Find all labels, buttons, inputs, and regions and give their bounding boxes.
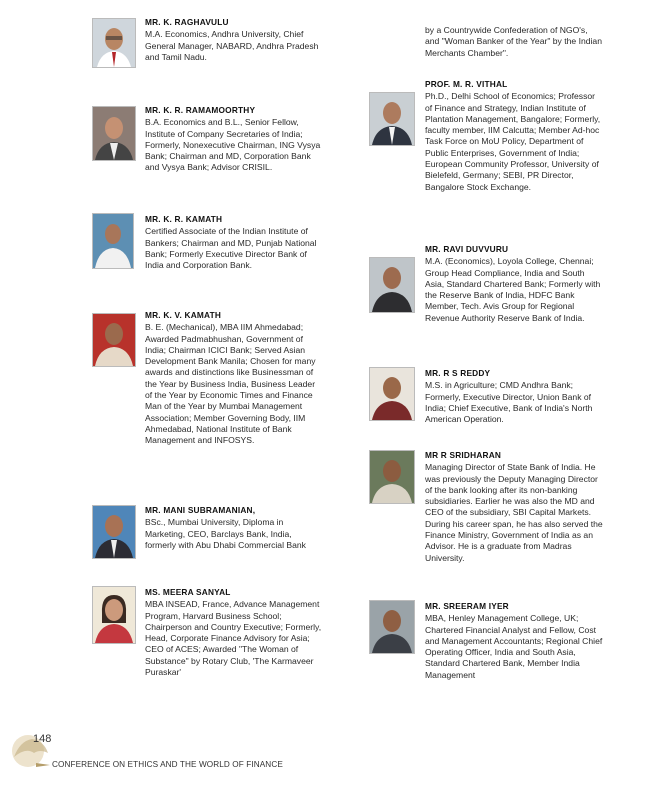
person-description: MBA, Henley Management College, UK; Chartered Financial Analyst and Fellow, Cost and Management Accountants; Regional Chief Operating Officer, India and South Asia, Standard Chartered Bank, Member India Management bbox=[425, 613, 603, 680]
person-name: MR. K. V. KAMATH bbox=[145, 310, 222, 320]
bio-block bbox=[425, 450, 603, 564]
person-description: M.A. (Economics), Loyola College, Chennai; Group Head Compliance, India and South Asia, Standard Chartered Bank; Formerly with the Reserve Bank of India, HDFC Bank Member, Tech. Avis Group for Regional Revenue Authority Reserve Bank of India. bbox=[425, 256, 601, 323]
person-name: MR. SREERAM IYER bbox=[425, 601, 509, 611]
portrait-photo bbox=[92, 213, 134, 269]
portrait-photo bbox=[92, 313, 136, 367]
person-description: M.A. Economics, Andhra University, Chief General Manager, NABARD, Andhra Pradesh and Tamil Nadu. bbox=[145, 29, 319, 62]
portrait-photo bbox=[92, 586, 136, 644]
portrait-photo bbox=[369, 600, 415, 654]
person-description: Certified Associate of the Indian Institute of Bankers; Chairman and MD, Punjab National Bank; Formerly Executive Director Bank of India and Corporation Bank. bbox=[145, 226, 317, 271]
person-name: MR. RAVI DUVVURU bbox=[425, 244, 509, 254]
bio-block bbox=[425, 601, 603, 681]
person-name: MR. K. RAGHAVULU bbox=[145, 17, 229, 27]
person-name: MR. MANI SUBRAMANIAN, bbox=[145, 505, 256, 515]
bio-block bbox=[145, 310, 323, 447]
footer-conference-title: CONFERENCE ON ETHICS AND THE WORLD OF FINANCE bbox=[52, 760, 283, 769]
bio-block bbox=[425, 79, 603, 193]
bio-block bbox=[425, 368, 603, 425]
portrait-photo bbox=[369, 450, 415, 504]
person-name: MR. K. R. KAMATH bbox=[145, 214, 223, 224]
portrait-photo bbox=[369, 367, 415, 421]
person-name: MS. MEERA SANYAL bbox=[145, 587, 231, 597]
bio-continuation bbox=[425, 25, 603, 59]
portrait-photo bbox=[369, 92, 415, 146]
person-description: by a Countrywide Confederation of NGO's, and "Woman Banker of the Year" by the Indian Merchants Chamber". bbox=[425, 25, 602, 58]
portrait-photo bbox=[92, 106, 136, 161]
page-number: 148 bbox=[33, 733, 52, 745]
portrait-photo bbox=[92, 505, 136, 559]
bio-block bbox=[425, 244, 603, 324]
person-name: MR. R S REDDY bbox=[425, 368, 491, 378]
bio-block bbox=[145, 505, 323, 551]
bio-block bbox=[145, 105, 323, 174]
bio-block bbox=[145, 214, 323, 271]
person-description: MBA INSEAD, France, Advance Management Program, Harvard Business School; Chairperson and Country Executive; Formerly, Head, Corporate Finance Advisory for Asia; CEO of ACES; Awarded "The Woman of Substance" by Rotary Club, 'The Karmaveer Puraskar' bbox=[145, 599, 322, 678]
person-description: Managing Director of State Bank of India. He was previously the Deputy Managing Director of the bank looking after its non-banking subsidiaries. Earlier he was also the MD and CEO of the subsidiary, SBI Capital Markets. During his career span, he has also served the Finance Ministry, Government of India as an Advisor. He is a graduate from Madras University. bbox=[425, 462, 603, 563]
person-name: PROF. M. R. VITHAL bbox=[425, 79, 508, 89]
bio-block bbox=[145, 587, 323, 678]
portrait-photo bbox=[369, 257, 415, 313]
person-description: Ph.D., Delhi School of Economics; Professor of Finance and Strategy, Indian Institute of Plantation Management, Bangalore; Formerly, faculty member, IIM Calcutta; Member Ad-hoc Task Force on MoU Policy, Department of Public Enterprises, Government of India; European Community Professor, University of Bielefeld, Germany; SEBI, PR Director, Bangalore Stock Exchange. bbox=[425, 91, 601, 192]
person-name: MR. K. R. RAMAMOORTHY bbox=[145, 105, 256, 115]
person-name: MR R SRIDHARAN bbox=[425, 450, 502, 460]
person-description: B. E. (Mechanical), MBA IIM Ahmedabad; Awarded Padmabhushan, Government of India; Chairman ICICI Bank; Served Asian Development Bank Manila; Chosen for many awards and distinctions like Businessman of the Year by Business India, Business Leader of the Year by Economic Times and Finance Man of the Year by Mumbai Management Association; Member Governing Body, IIM Ahmedabad, National Institute of Bank Management and INFOSYS. bbox=[145, 322, 316, 446]
person-description: BSc., Mumbai University, Diploma in Marketing, CEO, Barclays Bank, India, formerly with Abu Dhabi Commercial Bank bbox=[145, 517, 306, 550]
bio-block bbox=[145, 17, 323, 63]
person-description: B.A. Economics and B.L., Senior Fellow, Institute of Company Secretaries of India; Formerly, Nonexecutive Chairman, ING Vysya Bank; Chairman and MD, Corporation Bank and Vysya Bank; Advisor CRISIL. bbox=[145, 117, 321, 173]
person-description: M.S. in Agriculture; CMD Andhra Bank; Formerly, Executive Director, Union Bank of India; Chief Executive, Bank of India's North American Operation. bbox=[425, 380, 593, 425]
portrait-photo bbox=[92, 18, 136, 68]
